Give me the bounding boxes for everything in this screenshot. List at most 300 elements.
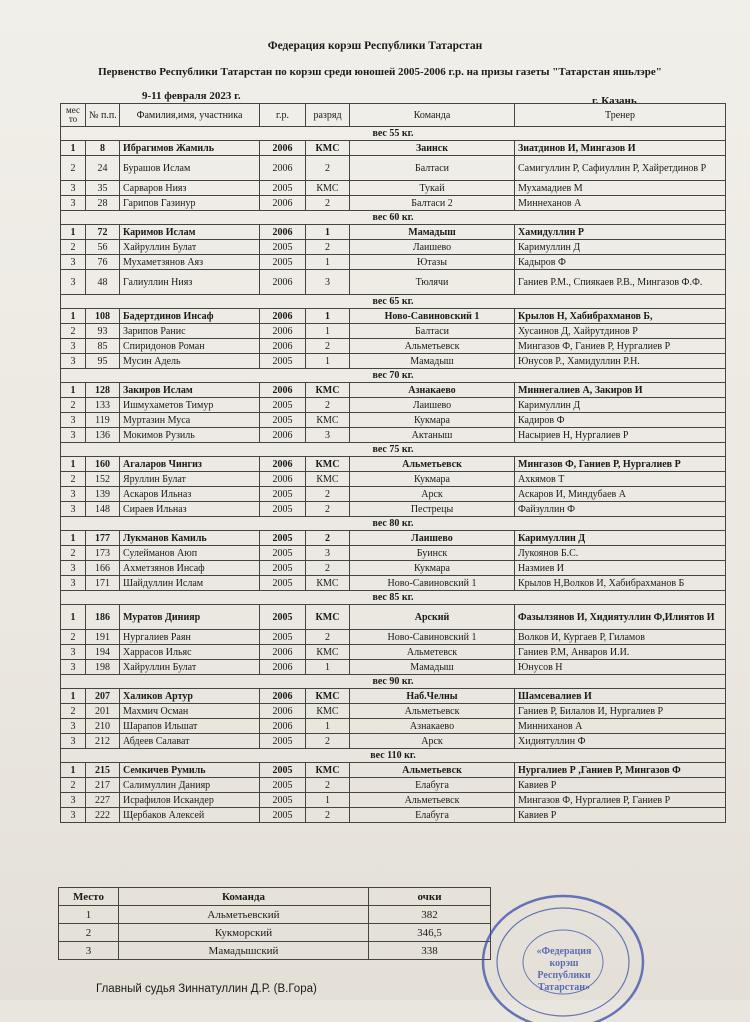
cell-rank: КМС xyxy=(306,704,350,719)
cell-place: 3 xyxy=(61,428,86,443)
cell-year: 2006 xyxy=(260,719,306,734)
cell-team: Актаныш xyxy=(350,428,515,443)
cell-num: 173 xyxy=(86,546,120,561)
cell-year: 2006 xyxy=(260,339,306,354)
cell-place: 1 xyxy=(61,309,86,324)
event-city: г. Казань xyxy=(592,95,637,107)
cell-rank: КМС xyxy=(306,689,350,704)
cell-place: 3 xyxy=(61,270,86,295)
cell-name: Шайдуллин Ислам xyxy=(120,576,260,591)
weight-category-label: вес 55 кг. xyxy=(61,127,726,141)
result-row xyxy=(61,270,726,295)
cell-team: Альметевск xyxy=(350,645,515,660)
cell-place: 2 xyxy=(61,240,86,255)
cell-year: 2006 xyxy=(260,309,306,324)
cell-name: Ибрагимов Жамиль xyxy=(120,141,260,156)
cell-year: 2005 xyxy=(260,576,306,591)
cell-team: Пестрецы xyxy=(350,502,515,517)
cell-coach: Каримуллин Д xyxy=(515,398,726,413)
standings-header-cell: Место xyxy=(59,888,119,906)
cell-rank: 1 xyxy=(306,225,350,240)
cell-name: Нургалиев Раян xyxy=(120,630,260,645)
cell-year: 2006 xyxy=(260,645,306,660)
cell-place: 3 xyxy=(61,576,86,591)
result-row xyxy=(61,546,726,561)
svg-text:Республики: Республики xyxy=(537,970,591,981)
cell-num: 215 xyxy=(86,763,120,778)
cell-num: 56 xyxy=(86,240,120,255)
standings-cell: Мамадышский xyxy=(119,942,369,960)
weight-category-row xyxy=(61,127,726,141)
cell-num: 28 xyxy=(86,196,120,211)
cell-rank: 3 xyxy=(306,270,350,295)
cell-place: 3 xyxy=(61,487,86,502)
cell-name: Гарипов Газинур xyxy=(120,196,260,211)
result-row xyxy=(61,428,726,443)
cell-team: Тукай xyxy=(350,181,515,196)
cell-place: 2 xyxy=(61,546,86,561)
cell-name: Бурашов Ислам xyxy=(120,156,260,181)
cell-place: 1 xyxy=(61,531,86,546)
cell-name: Лукманов Камиль xyxy=(120,531,260,546)
cell-team: Елабуга xyxy=(350,778,515,793)
result-row xyxy=(61,576,726,591)
cell-rank: КМС xyxy=(306,645,350,660)
result-row xyxy=(61,561,726,576)
cell-coach: Миннеханов А xyxy=(515,196,726,211)
result-row xyxy=(61,763,726,778)
results-body xyxy=(61,127,726,823)
cell-name: Харрасов Ильяс xyxy=(120,645,260,660)
result-row xyxy=(61,324,726,339)
cell-rank: 3 xyxy=(306,546,350,561)
cell-year: 2005 xyxy=(260,630,306,645)
cell-coach: Ганиев Р, Билалов И, Нургалиев Р xyxy=(515,704,726,719)
cell-num: 207 xyxy=(86,689,120,704)
cell-place: 3 xyxy=(61,793,86,808)
cell-team: Мамадыш xyxy=(350,660,515,675)
cell-num: 152 xyxy=(86,472,120,487)
col-coach: Тренер xyxy=(515,104,726,127)
cell-name: Сулейманов Аюп xyxy=(120,546,260,561)
cell-coach: Кавиев Р xyxy=(515,808,726,823)
col-team: Команда xyxy=(350,104,515,127)
cell-team: Кукмара xyxy=(350,561,515,576)
cell-place: 2 xyxy=(61,156,86,181)
cell-name: Абдеев Салават xyxy=(120,734,260,749)
cell-coach: Файзуллин Ф xyxy=(515,502,726,517)
cell-year: 2005 xyxy=(260,502,306,517)
cell-rank: 2 xyxy=(306,531,350,546)
standings-header-cell: очки xyxy=(369,888,491,906)
result-row xyxy=(61,778,726,793)
weight-category-label: вес 70 кг. xyxy=(61,369,726,383)
cell-place: 2 xyxy=(61,472,86,487)
cell-year: 2006 xyxy=(260,428,306,443)
cell-rank: 2 xyxy=(306,734,350,749)
standings-cell: 382 xyxy=(369,906,491,924)
cell-name: Хайруллин Булат xyxy=(120,660,260,675)
cell-num: 201 xyxy=(86,704,120,719)
cell-year: 2006 xyxy=(260,156,306,181)
cell-team: Азнакаево xyxy=(350,719,515,734)
cell-coach: Самигуллин Р, Сафиуллин Р, Хайретдинов Р xyxy=(515,156,726,181)
cell-team: Альметьевск xyxy=(350,457,515,472)
cell-place: 3 xyxy=(61,196,86,211)
cell-place: 3 xyxy=(61,808,86,823)
result-row xyxy=(61,487,726,502)
cell-name: Сираев Ильназ xyxy=(120,502,260,517)
cell-team: Мамадыш xyxy=(350,225,515,240)
cell-rank: 2 xyxy=(306,398,350,413)
cell-place: 3 xyxy=(61,354,86,369)
cell-name: Закиров Ислам xyxy=(120,383,260,398)
cell-num: 72 xyxy=(86,225,120,240)
cell-name: Каримов Ислам xyxy=(120,225,260,240)
cell-place: 1 xyxy=(61,383,86,398)
cell-place: 1 xyxy=(61,605,86,630)
cell-num: 227 xyxy=(86,793,120,808)
cell-team: Альметьевск xyxy=(350,763,515,778)
cell-coach: Зиатдинов И, Мингазов И xyxy=(515,141,726,156)
cell-place: 3 xyxy=(61,502,86,517)
cell-coach: Минниханов А xyxy=(515,719,726,734)
results-table xyxy=(60,103,726,823)
weight-category-row xyxy=(61,517,726,531)
cell-rank: КМС xyxy=(306,605,350,630)
cell-rank: 2 xyxy=(306,487,350,502)
result-row xyxy=(61,793,726,808)
cell-team: Елабуга xyxy=(350,808,515,823)
standings-cell: 338 xyxy=(369,942,491,960)
cell-place: 1 xyxy=(61,225,86,240)
cell-team: Альметьевск xyxy=(350,339,515,354)
result-row xyxy=(61,255,726,270)
cell-rank: 3 xyxy=(306,428,350,443)
cell-team: Ютазы xyxy=(350,255,515,270)
cell-team: Арск xyxy=(350,734,515,749)
cell-team: Азнакаево xyxy=(350,383,515,398)
cell-rank: КМС xyxy=(306,576,350,591)
cell-num: 191 xyxy=(86,630,120,645)
cell-rank: 2 xyxy=(306,502,350,517)
cell-team: Лаишево xyxy=(350,240,515,255)
result-row xyxy=(61,472,726,487)
cell-year: 2006 xyxy=(260,472,306,487)
cell-num: 139 xyxy=(86,487,120,502)
cell-place: 3 xyxy=(61,719,86,734)
svg-text:«Федерация: «Федерация xyxy=(536,946,592,957)
cell-year: 2006 xyxy=(260,660,306,675)
cell-rank: 2 xyxy=(306,630,350,645)
cell-year: 2005 xyxy=(260,413,306,428)
cell-name: Зарипов Ранис xyxy=(120,324,260,339)
col-rank: разряд xyxy=(306,104,350,127)
cell-place: 3 xyxy=(61,734,86,749)
cell-name: Муратов Динияр xyxy=(120,605,260,630)
cell-team: Мамадыш xyxy=(350,354,515,369)
cell-name: Мусин Адель xyxy=(120,354,260,369)
cell-year: 2006 xyxy=(260,704,306,719)
col-year: г.р. xyxy=(260,104,306,127)
result-row xyxy=(61,605,726,630)
cell-team: Балтаси 2 xyxy=(350,196,515,211)
cell-rank: 2 xyxy=(306,196,350,211)
cell-coach: Каримуллин Д xyxy=(515,531,726,546)
cell-num: 48 xyxy=(86,270,120,295)
cell-coach: Хидиятуллин Ф xyxy=(515,734,726,749)
cell-year: 2005 xyxy=(260,808,306,823)
cell-place: 1 xyxy=(61,457,86,472)
result-row xyxy=(61,354,726,369)
result-row xyxy=(61,630,726,645)
cell-num: 186 xyxy=(86,605,120,630)
cell-coach: Мингазов Ф, Ганиев Р, Нургалиев Р xyxy=(515,339,726,354)
result-row xyxy=(61,309,726,324)
standings-cell: 346,5 xyxy=(369,924,491,942)
cell-year: 2006 xyxy=(260,225,306,240)
cell-name: Сарваров Нияз xyxy=(120,181,260,196)
cell-coach: Ахкямов Т xyxy=(515,472,726,487)
cell-coach: Ганиев Р.М., Спиякаев Р.В., Мингазов Ф.Ф. xyxy=(515,270,726,295)
weight-category-row xyxy=(61,443,726,457)
cell-coach: Мингазов Ф, Ганиев Р, Нургалиев Р xyxy=(515,457,726,472)
result-row xyxy=(61,383,726,398)
standings-cell: 3 xyxy=(59,942,119,960)
cell-num: 222 xyxy=(86,808,120,823)
result-row xyxy=(61,734,726,749)
cell-coach: Лукоянов Б.С. xyxy=(515,546,726,561)
team-standings-table xyxy=(58,887,491,960)
result-row xyxy=(61,181,726,196)
federation-stamp-image xyxy=(478,882,648,1022)
cell-coach: Насыриев Н, Нургалиев Р xyxy=(515,428,726,443)
cell-team: Тюлячи xyxy=(350,270,515,295)
cell-team: Ново-Савиновский 1 xyxy=(350,630,515,645)
standings-cell: Альметьевский xyxy=(119,906,369,924)
cell-coach: Аскаров И, Миндубаев А xyxy=(515,487,726,502)
cell-num: 217 xyxy=(86,778,120,793)
cell-place: 3 xyxy=(61,339,86,354)
cell-name: Шарапов Ильшат xyxy=(120,719,260,734)
cell-name: Салимуллин Данияр xyxy=(120,778,260,793)
cell-name: Галиуллин Нияз xyxy=(120,270,260,295)
cell-rank: 1 xyxy=(306,719,350,734)
cell-num: 95 xyxy=(86,354,120,369)
cell-place: 2 xyxy=(61,704,86,719)
cell-place: 3 xyxy=(61,645,86,660)
cell-team: Наб.Челны xyxy=(350,689,515,704)
cell-rank: КМС xyxy=(306,457,350,472)
cell-year: 2005 xyxy=(260,763,306,778)
cell-coach: Ганиев Р.М, Анваров И.И. xyxy=(515,645,726,660)
cell-team: Кукмара xyxy=(350,472,515,487)
cell-name: Бадертдинов Инсаф xyxy=(120,309,260,324)
cell-rank: 2 xyxy=(306,778,350,793)
cell-place: 2 xyxy=(61,630,86,645)
cell-team: Балтаси xyxy=(350,324,515,339)
cell-place: 3 xyxy=(61,660,86,675)
cell-rank: КМС xyxy=(306,413,350,428)
cell-year: 2005 xyxy=(260,181,306,196)
svg-text:Татарстан»: Татарстан» xyxy=(538,982,590,993)
cell-place: 1 xyxy=(61,763,86,778)
cell-coach: Мухамадиев М xyxy=(515,181,726,196)
result-row xyxy=(61,704,726,719)
cell-num: 128 xyxy=(86,383,120,398)
cell-place: 1 xyxy=(61,689,86,704)
cell-num: 85 xyxy=(86,339,120,354)
cell-year: 2005 xyxy=(260,546,306,561)
cell-num: 119 xyxy=(86,413,120,428)
cell-num: 136 xyxy=(86,428,120,443)
cell-year: 2005 xyxy=(260,734,306,749)
cell-num: 194 xyxy=(86,645,120,660)
result-row xyxy=(61,719,726,734)
result-row xyxy=(61,156,726,181)
cell-num: 198 xyxy=(86,660,120,675)
standings-cell: Кукморский xyxy=(119,924,369,942)
cell-coach: Миннегалиев А, Закиров И xyxy=(515,383,726,398)
cell-rank: 2 xyxy=(306,156,350,181)
cell-rank: КМС xyxy=(306,472,350,487)
cell-place: 2 xyxy=(61,398,86,413)
result-row xyxy=(61,141,726,156)
cell-place: 2 xyxy=(61,778,86,793)
cell-year: 2005 xyxy=(260,561,306,576)
cell-rank: КМС xyxy=(306,383,350,398)
cell-num: 8 xyxy=(86,141,120,156)
cell-name: Исрафилов Искандер xyxy=(120,793,260,808)
result-row xyxy=(61,531,726,546)
cell-num: 76 xyxy=(86,255,120,270)
standings-cell: 1 xyxy=(59,906,119,924)
weight-category-row xyxy=(61,295,726,309)
cell-name: Ахметзянов Инсаф xyxy=(120,561,260,576)
cell-year: 2006 xyxy=(260,141,306,156)
cell-team: Балтаси xyxy=(350,156,515,181)
weight-category-row xyxy=(61,675,726,689)
cell-team: Кукмара xyxy=(350,413,515,428)
cell-coach: Каримуллин Д xyxy=(515,240,726,255)
result-row xyxy=(61,502,726,517)
cell-rank: 2 xyxy=(306,240,350,255)
cell-num: 160 xyxy=(86,457,120,472)
cell-rank: 1 xyxy=(306,660,350,675)
result-row xyxy=(61,689,726,704)
result-row xyxy=(61,196,726,211)
weight-category-label: вес 80 кг. xyxy=(61,517,726,531)
col-name: Фамилия,имя, участника xyxy=(120,104,260,127)
cell-year: 2005 xyxy=(260,354,306,369)
cell-rank: КМС xyxy=(306,181,350,196)
cell-year: 2005 xyxy=(260,255,306,270)
cell-rank: 1 xyxy=(306,354,350,369)
cell-coach: Кавиев Р xyxy=(515,778,726,793)
cell-num: 93 xyxy=(86,324,120,339)
cell-name: Щербаков Алексей xyxy=(120,808,260,823)
cell-place: 3 xyxy=(61,561,86,576)
standings-header-cell: Команда xyxy=(119,888,369,906)
cell-num: 171 xyxy=(86,576,120,591)
cell-team: Арский xyxy=(350,605,515,630)
cell-team: Альметьевск xyxy=(350,793,515,808)
cell-coach: Юнусов Р., Хамидуллин Р.Н. xyxy=(515,354,726,369)
cell-year: 2006 xyxy=(260,383,306,398)
cell-num: 210 xyxy=(86,719,120,734)
standings-cell: 2 xyxy=(59,924,119,942)
cell-year: 2005 xyxy=(260,398,306,413)
cell-name: Аскаров Ильназ xyxy=(120,487,260,502)
cell-name: Мухаметзянов Аяз xyxy=(120,255,260,270)
cell-rank: КМС xyxy=(306,763,350,778)
cell-rank: 1 xyxy=(306,255,350,270)
result-row xyxy=(61,457,726,472)
cell-team: Ново-Савиновский 1 xyxy=(350,309,515,324)
weight-category-label: вес 110 кг. xyxy=(61,749,726,763)
standings-row xyxy=(59,924,491,942)
cell-num: 24 xyxy=(86,156,120,181)
cell-year: 2005 xyxy=(260,778,306,793)
cell-team: Альметьевск xyxy=(350,704,515,719)
cell-coach: Крылов Н, Хабибрахманов Б, xyxy=(515,309,726,324)
cell-rank: 2 xyxy=(306,561,350,576)
cell-coach: Хусаинов Д, Хайрутдинов Р xyxy=(515,324,726,339)
cell-coach: Юнусов Н xyxy=(515,660,726,675)
cell-year: 2006 xyxy=(260,196,306,211)
cell-rank: КМС xyxy=(306,141,350,156)
result-row xyxy=(61,398,726,413)
weight-category-label: вес 90 кг. xyxy=(61,675,726,689)
col-place: мес то xyxy=(61,104,86,127)
cell-place: 3 xyxy=(61,413,86,428)
event-title: Первенство Республики Татарстан по корэш среди юношей 2005-2006 г.р. на призы газеты "Татарстан яшьлэре" xyxy=(98,66,662,78)
result-row xyxy=(61,225,726,240)
weight-category-label: вес 85 кг. xyxy=(61,591,726,605)
cell-coach: Крылов Н,Волков И, Хабибрахманов Б xyxy=(515,576,726,591)
cell-team: Лаишево xyxy=(350,398,515,413)
cell-name: Хайруллин Булат xyxy=(120,240,260,255)
cell-num: 108 xyxy=(86,309,120,324)
weight-category-label: вес 65 кг. xyxy=(61,295,726,309)
cell-coach: Волков И, Кургаев Р, Гиламов xyxy=(515,630,726,645)
result-row xyxy=(61,339,726,354)
cell-name: Яруллин Булат xyxy=(120,472,260,487)
cell-name: Ишмухаметов Тимур xyxy=(120,398,260,413)
cell-coach: Кадиров Ф xyxy=(515,413,726,428)
weight-category-row xyxy=(61,591,726,605)
cell-team: Заинск xyxy=(350,141,515,156)
cell-name: Спиридонов Роман xyxy=(120,339,260,354)
col-num: № п.п. xyxy=(86,104,120,127)
cell-coach: Хамидуллин Р xyxy=(515,225,726,240)
cell-name: Муртазин Муса xyxy=(120,413,260,428)
standings-row xyxy=(59,942,491,960)
standings-row xyxy=(59,906,491,924)
result-row xyxy=(61,808,726,823)
cell-rank: 2 xyxy=(306,808,350,823)
results-header-row xyxy=(61,104,726,127)
cell-place: 3 xyxy=(61,181,86,196)
cell-year: 2006 xyxy=(260,324,306,339)
cell-name: Мокимов Рузиль xyxy=(120,428,260,443)
result-row xyxy=(61,660,726,675)
weight-category-label: вес 60 кг. xyxy=(61,211,726,225)
weight-category-label: вес 75 кг. xyxy=(61,443,726,457)
cell-num: 148 xyxy=(86,502,120,517)
cell-name: Агаларов Чингиз xyxy=(120,457,260,472)
cell-name: Семкичев Румиль xyxy=(120,763,260,778)
